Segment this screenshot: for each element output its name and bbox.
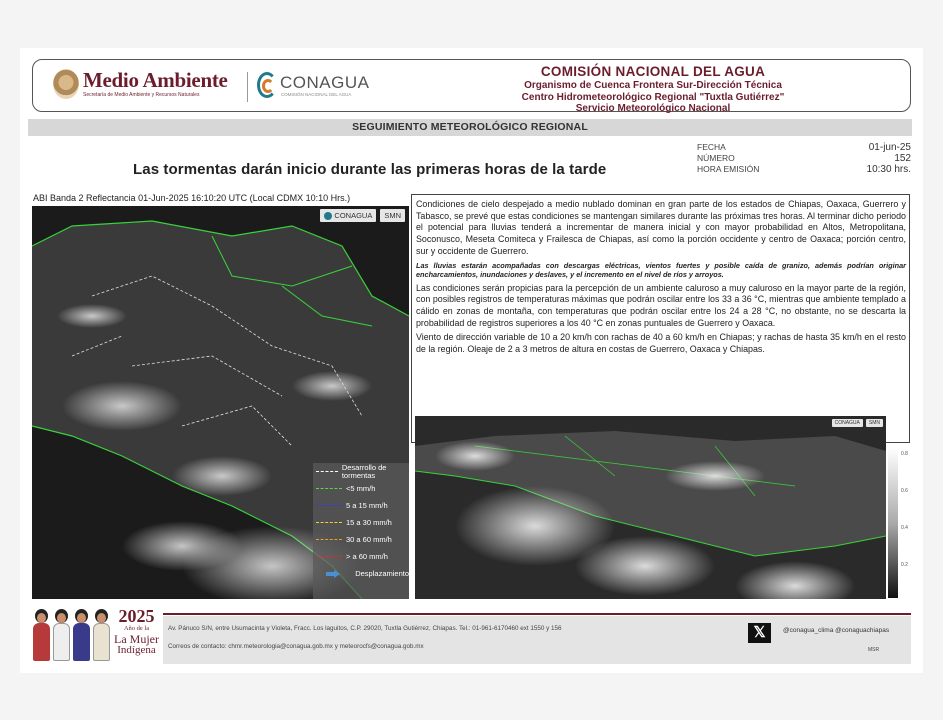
headline: Las tormentas darán inicio durante las primeras horas de la tarde xyxy=(133,161,607,178)
national-seal-icon xyxy=(53,69,79,99)
legend-item: 5 a 15 mm/h xyxy=(313,497,409,514)
forecast-paragraph-1: Condiciones de cielo despejado a medio nublado dominan en gran parte de los estados de Chiapas, Oaxaca, Guerrero y Tabasco, se prevé que estas condiciones se mantengan similares durante las próximas tres horas. Al terminar dicho periodo el potencial para lluvias tenderá a incrementar de manera inicial y con mayor probabilidad en Altos, Metropolitana, Soconusco, Meseta Comiteca y Frailesca de Chiapas, así como la porción occidente y centro de Oaxaca; porción centro, sur y occidente de Guerrero. xyxy=(416,199,906,256)
conagua-logo xyxy=(257,72,369,98)
bulletin-meta xyxy=(697,142,911,175)
numero-value: 152 xyxy=(894,153,911,164)
legend-item: 30 a 60 mm/h xyxy=(313,531,409,548)
org-service: Servicio Meteorológico Nacional xyxy=(575,103,731,114)
forecast-paragraph-2: Las lluvias estarán acompañadas con descargas eléctricas, vientos fuertes y posible caída de granizo, además podrían originar encharcamientos, inundaciones y deslaves, y el incremento en el nivel de ríos y arroyos. xyxy=(416,260,906,280)
scale-tick: 0.8 xyxy=(901,451,908,457)
conagua-mark-icon xyxy=(257,72,277,98)
conagua-subtitle: COMISIÓN NACIONAL DEL AGUA xyxy=(281,91,352,97)
legend-item: 15 a 30 mm/h xyxy=(313,514,409,531)
x-twitter-icon[interactable]: 𝕏 xyxy=(748,623,771,643)
social-handles[interactable]: @conagua_clima @conaguachiapas xyxy=(783,627,890,634)
scale-tick: 0.4 xyxy=(901,525,908,531)
year-number: 2025 xyxy=(118,606,155,626)
map2-smn-logo: SMN xyxy=(866,419,883,427)
year-line-2: Año de la xyxy=(123,625,150,632)
medio-ambiente-title: Medio Ambiente xyxy=(83,68,228,92)
map2-conagua-logo: CONAGUA xyxy=(832,419,863,427)
footer-divider xyxy=(163,613,911,615)
footer-emails[interactable]: Correos de contacto: chmr.meteorologia@conagua.gob.mx y meteorocfs@conagua.gob.mx xyxy=(168,643,424,650)
satellite-map-main xyxy=(32,206,409,599)
legend-item: Desarrollo de tormentas xyxy=(313,463,409,480)
precipitation-legend xyxy=(313,463,409,599)
org-center: Centro Hidrometeorológico Regional "Tuxtla Gutiérrez" xyxy=(521,91,785,103)
reflectance-scale xyxy=(888,448,898,598)
conagua-dot-icon xyxy=(324,212,332,220)
map-smn-logo: SMN xyxy=(380,209,405,222)
footer-code: MSR xyxy=(868,647,880,653)
hora-value: 10:30 hrs. xyxy=(866,164,911,175)
footer xyxy=(163,616,911,664)
forecast-paragraph-4: Viento de dirección variable de 10 a 20 km/h con rachas de 40 a 60 km/h en Chiapas; y rachas de hasta 35 km/h en el resto de la región. Oleaje de 2 a 3 metros de altura en costas de Guerrero, Oaxaca y Chiapas. xyxy=(416,332,906,355)
org-name: COMISIÓN NACIONAL DEL AGUA xyxy=(540,64,766,79)
image-caption: ABI Banda 2 Reflectancia 01-Jun-2025 16:10:20 UTC (Local CDMX 10:10 Hrs.) xyxy=(33,193,351,203)
satellite-map-secondary xyxy=(415,416,886,599)
legend-item: <5 mm/h xyxy=(313,480,409,497)
section-title: SEGUIMIENTO METEOROLÓGICO REGIONAL xyxy=(28,119,912,136)
scale-tick: 0.2 xyxy=(901,562,908,568)
map-conagua-logo: CONAGUA xyxy=(320,209,376,222)
fecha-label: FECHA xyxy=(697,142,726,152)
year-line-4: Indígena xyxy=(117,644,156,656)
organization-block xyxy=(488,64,818,115)
indigenous-women-illustration xyxy=(32,607,112,663)
footer-address: Av. Pánuco S/N, entre Usumacinta y Violeta, Fracc. Los laguitos, C.P. 29020, Tuxtla Gutiérrez, Chiapas. Tel.: 01-961-6170460 ext 1550 y 156 xyxy=(168,625,562,632)
legend-item: Desplazamiento xyxy=(313,565,409,582)
medio-ambiente-logo xyxy=(53,69,228,99)
hora-label: HORA EMISIÓN xyxy=(697,164,760,174)
header xyxy=(32,59,911,112)
forecast-paragraph-3: Las condiciones serán propicias para la percepción de un ambiente caluroso a muy caluroso en la mayor parte de la región, con posibles registros de temperaturas máximas que podrán oscilar entre los 33 a 36 °C, mientras que ambiente templado a cálido en zonas de montaña, con temperaturas que podrán oscilar entre los 24 a 28 °C, no obstante, no se descarta la probabilidad de registros superiores a los 40 °C en zonas puntuales de Guerrero y Oaxaca. xyxy=(416,282,906,328)
forecast-text xyxy=(411,194,910,443)
satellite-image-secondary xyxy=(415,416,886,599)
year-line-3: La Mujer xyxy=(114,632,159,646)
logo-divider xyxy=(247,72,248,102)
legend-item: > a 60 mm/h xyxy=(313,548,409,565)
medio-ambiente-subtitle: Secretaría de Medio Ambiente y Recursos Naturales xyxy=(83,92,200,98)
scale-tick: 0.6 xyxy=(901,488,908,494)
year-indigenous-woman-logo xyxy=(30,605,160,665)
conagua-title: CONAGUA xyxy=(280,72,370,92)
org-basin: Organismo de Cuenca Frontera Sur-Dirección Técnica xyxy=(524,80,782,91)
fecha-value: 01-jun-25 xyxy=(868,142,911,153)
numero-label: NÚMERO xyxy=(697,153,735,163)
displacement-arrow-icon xyxy=(326,570,339,578)
bulletin-page xyxy=(20,48,923,673)
